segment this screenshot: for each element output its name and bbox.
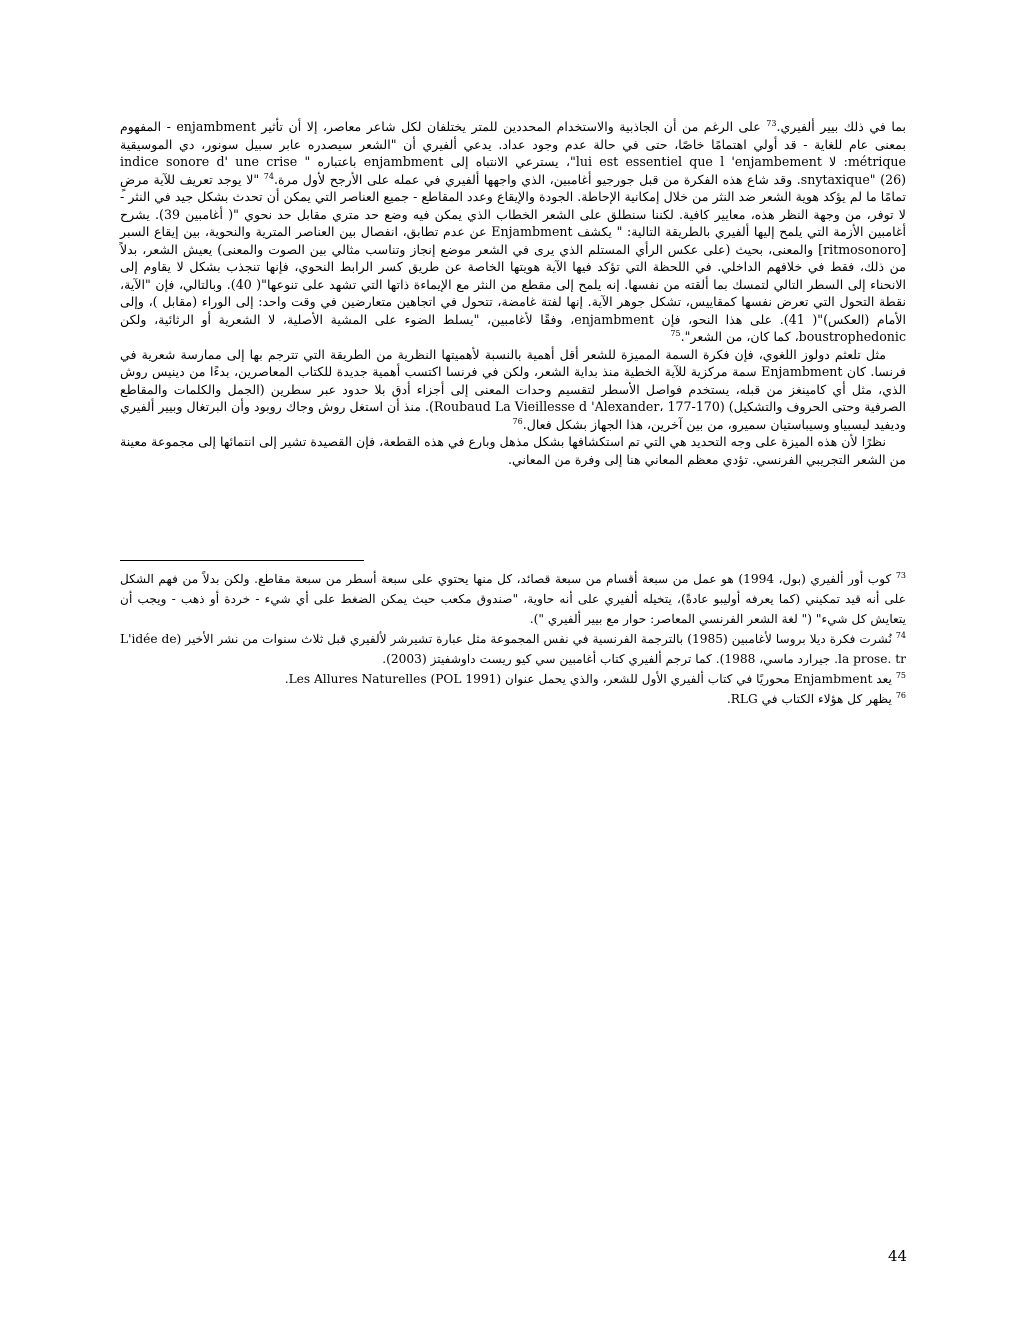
footnote-number: 76 [895, 690, 906, 700]
p2-segment: مثل تلعثم دولوز اللغوي، فإن فكرة السمة المميزة للشعر أقل أهمية بالنسبة لأهميتها النظرية من الطريقة التي تترجم بها إلى ممارسة شعرية في فرنسا. كان Enjambment سمة مركزية للآية الخطية منذ بداية الشعر، ولكن في فرنسا اكتسب أهمية جديدة للكتاب المعاصرين، بدءًا من دينيس روش الذي، مثل أي كامينغز من قبله، يستخدم فواصل الأسطر لتقسيم وحدات المعنى إلى أجزاء أدق بلا حدود عبر سطرين (الجمل والكلمات والمقاطع الصرفية وحتى الحروف والتشكيل) (Roubaud La Vieillesse d 'Alexander، 177-170). منذ أن استغل روش وجاك روبود وأن البرتغال وبيير ألفيري وديفيد ليسبياو وسيباستيان سميرو، من بين آخرين، هذا الجهاز بشكل فعال. [120, 346, 907, 432]
footnote-text: كوب أور ألفيري (بول، 1994) هو عمل من سبعة أقسام من سبعة قصائد، كل منها يحتوي على سبعة أسطر من سبعة مقاطع. ولكن بدلاً من فهم الشكل على أنه قيد تمكيني (كما يعرفه أوليبو عادةً)، يتخيله ألفيري على أنه حاوية، "صندوق مكعب حيث يمكن الضغط على أي شيء - خردة أو ذهب - ويجب أن يتعايش كل شيء" (" لغة الشعر الفرنسي المعاصر: حوار مع بيير ألفيري "). [120, 572, 906, 626]
footnote-text: يعد Enjambment محوريًا في كتاب ألفيري الأول للشعر، والذي يحمل عنوان Les Allures Naturelles (POL 1991). [284, 672, 892, 686]
footnote-ref-74[interactable]: 74 [263, 171, 274, 181]
footnote-text: يظهر كل هؤلاء الكتاب في RLG. [726, 692, 892, 706]
footnote-number: 74 [895, 630, 906, 640]
footnote-number: 73 [895, 570, 906, 580]
footnote-ref-73[interactable]: 73 [766, 118, 777, 128]
footnote-ref-75[interactable]: 75 [670, 328, 681, 338]
p1-segment: "لا يوجد تعريف للآية مرضٍ تمامًا ما لم يؤكد هوية الشعر ضد النثر من خلال إمكانية الإحاطة. الجودة والإيقاع وعدد المقاطع - جميع العناصر التي يمكن أن تحدث بشكل جيد في النثر - لا توفر، من وجهة النظر هذه، معايير كافية. لكننا سنطلق على الشعر الخطاب الذي يمكن فيه وضع حد متري مقابل حد نحوي "( أغامبين 39). يشرح أغامبين الأزمة التي يلمح إليها ألفيري بالطريقة التالية: " يكشف Enjambment عن عدم تطابق، انفصال بين العناصر المترية والنحوية، بين إيقاع السبر [ritmosonoro] والمعنى، بحيث (على عكس الرأي المستلم الذي يرى في الشعر موضع إنجاز وتناسب مثالي بين الصوت والمعنى) يعيش الشعر، بدلاً من ذلك، فقط في خلافهم الداخلي. في اللحظة التي تؤكد فيها الآية هويتها الخاصة عن طريق كسر الرابط النحوي، فإنها تنجذب بشكل لا يقاوم إلى الانحناء إلى السطر التالي لتمسك بما ألقته من نفسها. إنه يلمح إلى مقطع من النثر مع الإيماءة ذاتها التي تشهد على تنوعها"( 40). وبالتالي، فإن "الآية، نقطة التحول التي تعرض نفسها كمقاييس، تشكل جوهر الآية. إنها لفتة غامضة، تتحول في اتجاهين متعارضين في وقت واحد: إلى الوراء (مقابل )، وإلى الأمام (العكس)"( 41). على هذا النحو، فإن enjambment، وفقًا لأغامبين، "يسلط الضوء على المشية الأصلية، لا الشعرية أو الرثائية، ولكن boustrophedonic، كما كان، من الشعر". [120, 171, 907, 344]
paragraph-3: نظرًا لأن هذه الميزة على وجه التحديد هي التي تم استكشافها بشكل مذهل وبارع في هذه القطعة، فإن القصيدة تشير إلى انتمائها إلى مجموعة معينة من الشعر التجريبي الفرنسي. تؤدي معظم المعاني هنا إلى وفرة من المعاني. [120, 434, 906, 467]
footnotes [120, 569, 906, 709]
p1-segment: على الرغم من أن الجاذبية والاستخدام المحددين للمتر يختلفان لكل شاعر معاصر، إلا أن تأثير enjambment - المفهوم بمعنى عام للغاية - قد أولي اهتمامًا خاصًا، حتى في حالة عدم وجود عداد. يدعي ألفيري أن "الشعر سيصدره عابر سبيل سونور، دي الموسيقية métrique: لا lui est essentiel que l 'enjambement"، يسترعي الانتباه إلى enjambment باعتباره " indice sonore d' une crise snytaxique" (26). وقد شاع هذه الفكرة من قبل جورجيو أغامبين، الذي واجهها ألفيري في عمله على الأرجح لأول مرة. [120, 119, 907, 187]
footnote-text: نُشرت فكرة ديلا بروسا لأغامبين (1985) بالترجمة الفرنسية في نفس المجموعة مثل عبارة تشيرشر لألفيري قبل ثلاث سنوات من نشر الأخير (L'idée de la prose. tr. جيرارد ماسي، 1988). كما ترجم ألفيري كتاب أغامبين سي كيو ريست داوشفيتز (2003). [120, 632, 906, 666]
body-text [120, 118, 906, 468]
paragraph-2 [120, 346, 906, 434]
p1-segment: بما في ذلك بيير ألفيري. [776, 119, 906, 134]
footnote-76 [120, 689, 906, 709]
footnote-number: 75 [895, 670, 906, 680]
footnote-separator [120, 560, 364, 561]
footnote-73 [120, 569, 906, 629]
footnote-74 [120, 629, 906, 669]
footnote-75 [120, 669, 906, 689]
paragraph-1 [120, 118, 906, 346]
page-number: 44 [888, 1247, 908, 1265]
footnote-ref-76[interactable]: 76 [512, 416, 523, 426]
